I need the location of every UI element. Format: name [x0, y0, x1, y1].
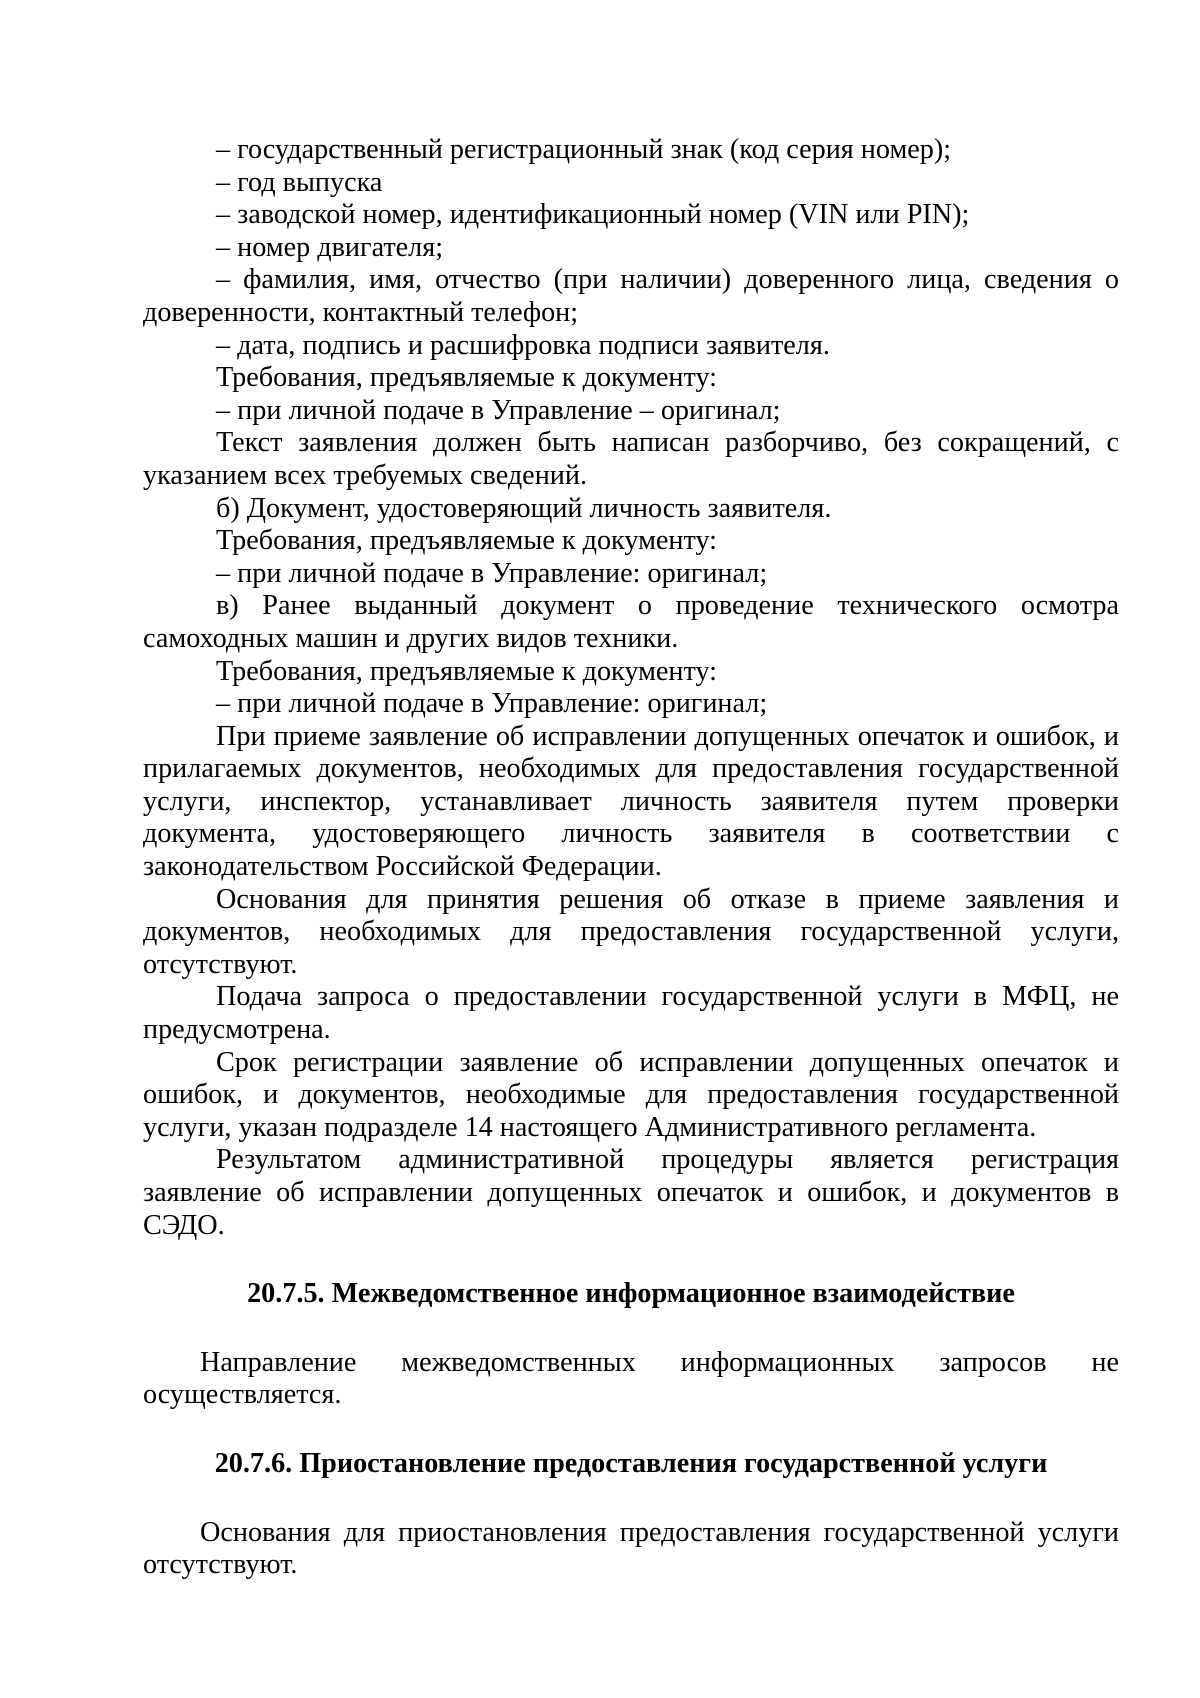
paragraph-mfc-request: Подача запроса о предоставлении государственной услуги в МФЦ, не предусмотрена.	[143, 981, 1119, 1046]
paragraph-inspection-document: в) Ранее выданный документ о проведение технического осмотра самоходных машин и других видов техники.	[143, 590, 1119, 654]
section-text-interagency: Направление межведомственных информационных запросов не осуществляется.	[143, 1346, 1119, 1411]
list-item-engine-number: – номер двигателя;	[216, 231, 444, 263]
requirement-item: – при личной подаче в Управление – оригинал;	[216, 394, 781, 426]
list-item-year: – год выпуска	[216, 166, 383, 198]
paragraph-identity-check: При приеме заявление об исправлении допущенных опечаток и ошибок, и прилагаемых документов, необходимых для предоставления государственной услуги, инспектор, устанавливает личность заявителя путем проверки документа, удостоверяющего личность заявителя в соответствии с законодательством Российской Федерации.	[143, 720, 1119, 883]
list-item-serial-number: – заводской номер, идентификационный номер (VIN или PIN);	[216, 199, 970, 231]
section-heading-suspension: 20.7.6. Приостановление предоставления государственной услуги	[214, 1447, 1048, 1479]
list-item-signature: – дата, подпись и расшифровка подписи заявителя.	[216, 329, 830, 361]
requirement-item: – при личной подаче в Управление: оригинал;	[216, 688, 768, 720]
paragraph-refusal-grounds: Основания для принятия решения об отказе в приеме заявления и документов, необходимых для предоставления государственной услуги, отсутствуют.	[143, 883, 1119, 980]
paragraph-text-legibility: Текст заявления должен быть написан разборчиво, без сокращений, с указанием всех требуемых сведений.	[143, 427, 1119, 491]
list-item-proxy: – фамилия, имя, отчество (при наличии) доверенного лица, сведения о доверенности, контактный телефон;	[143, 264, 1119, 328]
paragraph-procedure-result: Результатом административной процедуры является регистрация заявление об исправлении допущенных опечаток и ошибок, и документов в СЭДО.	[143, 1144, 1119, 1241]
paragraph-identity-document: б) Документ, удостоверяющий личность заявителя.	[216, 492, 832, 524]
section-text-suspension: Основания для приостановления предоставления государственной услуги отсутствуют.	[143, 1516, 1119, 1581]
list-item-registration-sign: – государственный регистрационный знак (код серия номер);	[216, 134, 952, 165]
paragraph-registration-term: Срок регистрации заявление об исправлении допущенных опечаток и ошибок, и документов, необходимые для предоставления государственной услуги, указан подразделе 14 настоящего Административного регламента.	[143, 1046, 1119, 1143]
section-heading-interagency: 20.7.5. Межведомственное информационное взаимодействие	[247, 1278, 1015, 1310]
requirement-item: – при личной подаче в Управление: оригинал;	[216, 557, 768, 589]
requirements-label: Требования, предъявляемые к документу:	[216, 362, 718, 394]
requirements-label: Требования, предъявляемые к документу:	[216, 525, 718, 557]
requirements-label: Требования, предъявляемые к документу:	[216, 655, 718, 687]
document-body	[143, 134, 1119, 1582]
